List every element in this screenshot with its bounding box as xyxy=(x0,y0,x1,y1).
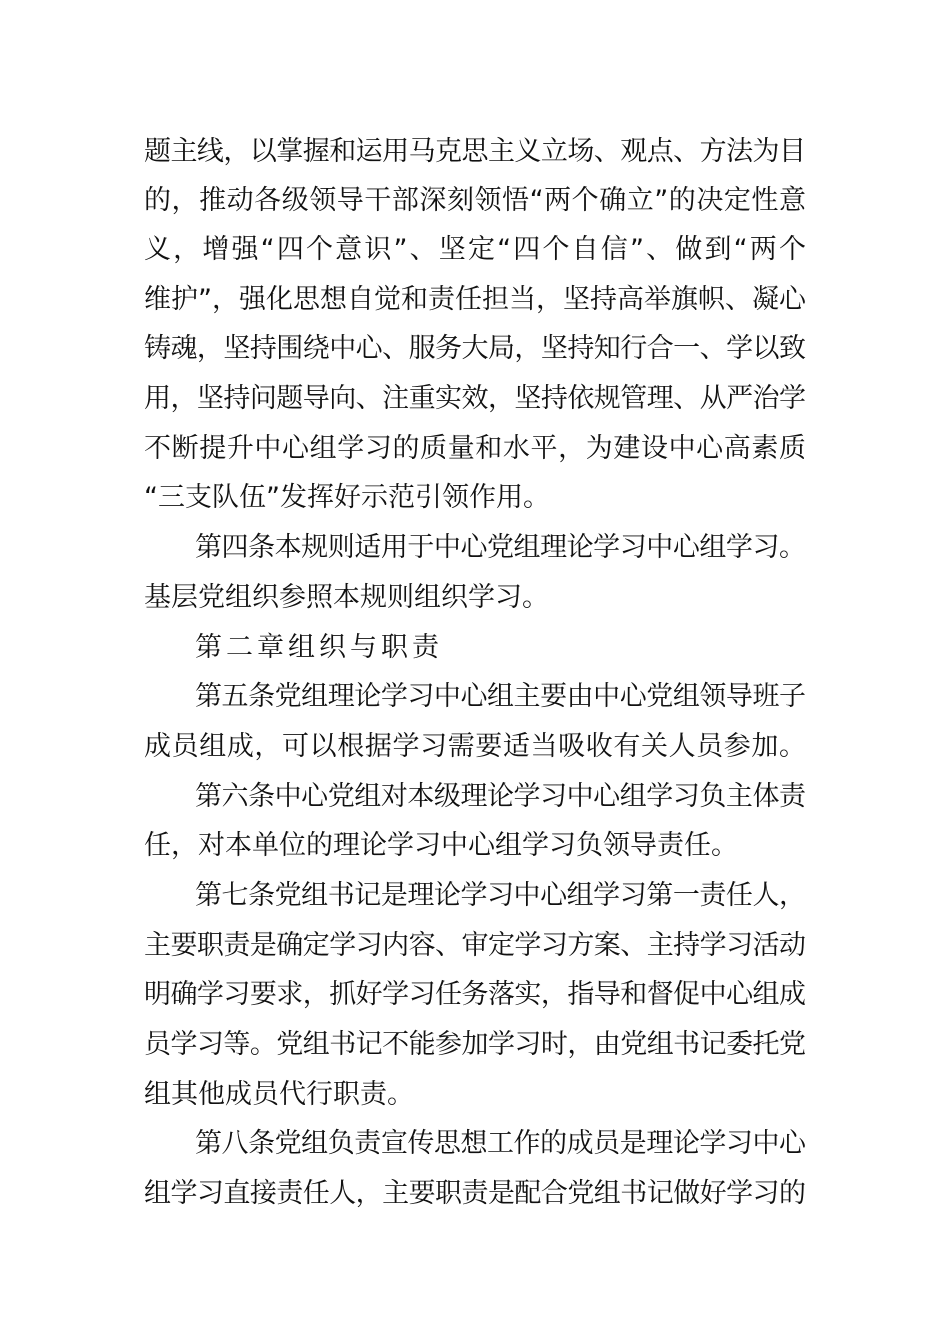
text-line: 义，增强“四个意识”、坚定“四个自信”、做到“两个 xyxy=(144,234,809,265)
text-line: “三支队伍”发挥好示范引领作用。 xyxy=(144,482,550,513)
text-line: 组学习直接责任人，主要职责是配合党组书记做好学习的 xyxy=(144,1178,806,1209)
text-line: 不断提升中心组学习的质量和水平，为建设中心高素质 xyxy=(144,433,807,464)
paragraph-start: 第四条本规则适用于中心党组理论学习中心组学习。 xyxy=(195,532,806,563)
text-line: 题主线，以掌握和运用马克思主义立场、观点、方法为目 xyxy=(144,136,806,167)
text-line: 基层党组织参照本规则组织学习。 xyxy=(144,582,549,613)
paragraph-start: 第八条党组负责宣传思想工作的成员是理论学习中心 xyxy=(195,1128,806,1159)
paragraph-start: 第七条党组书记是理论学习中心组学习第一责任人， xyxy=(195,880,806,911)
chapter-heading: 第二章组织与职责 xyxy=(195,632,443,663)
text-line: 成员组成，可以根据学习需要适当吸收有关人员参加。 xyxy=(144,731,807,762)
text-line: 铸魂，坚持围绕中心、服务大局，坚持知行合一、学以致 xyxy=(144,333,806,364)
paragraph-start: 第五条党组理论学习中心组主要由中心党组领导班子 xyxy=(195,681,806,712)
text-line: 的，推动各级领导干部深刻领悟“两个确立”的决定性意 xyxy=(144,185,807,216)
text-line: 明确学习要求，抓好学习任务落实，指导和督促中心组成 xyxy=(144,979,806,1010)
text-line: 维护”，强化思想自觉和责任担当，坚持高举旗帜、凝心 xyxy=(144,284,806,315)
text-line: 组其他成员代行职责。 xyxy=(144,1079,414,1110)
paragraph-start: 第六条中心党组对本级理论学习中心组学习负主体责 xyxy=(195,781,806,812)
text-line: 员学习等。党组书记不能参加学习时，由党组书记委托党 xyxy=(144,1029,806,1060)
text-line: 任，对本单位的理论学习中心组学习负领导责任。 xyxy=(144,830,738,861)
text-line: 主要职责是确定学习内容、审定学习方案、主持学习活动 xyxy=(144,930,806,961)
text-line: 用，坚持问题导向、注重实效，坚持依规管理、从严治学 xyxy=(144,383,806,414)
